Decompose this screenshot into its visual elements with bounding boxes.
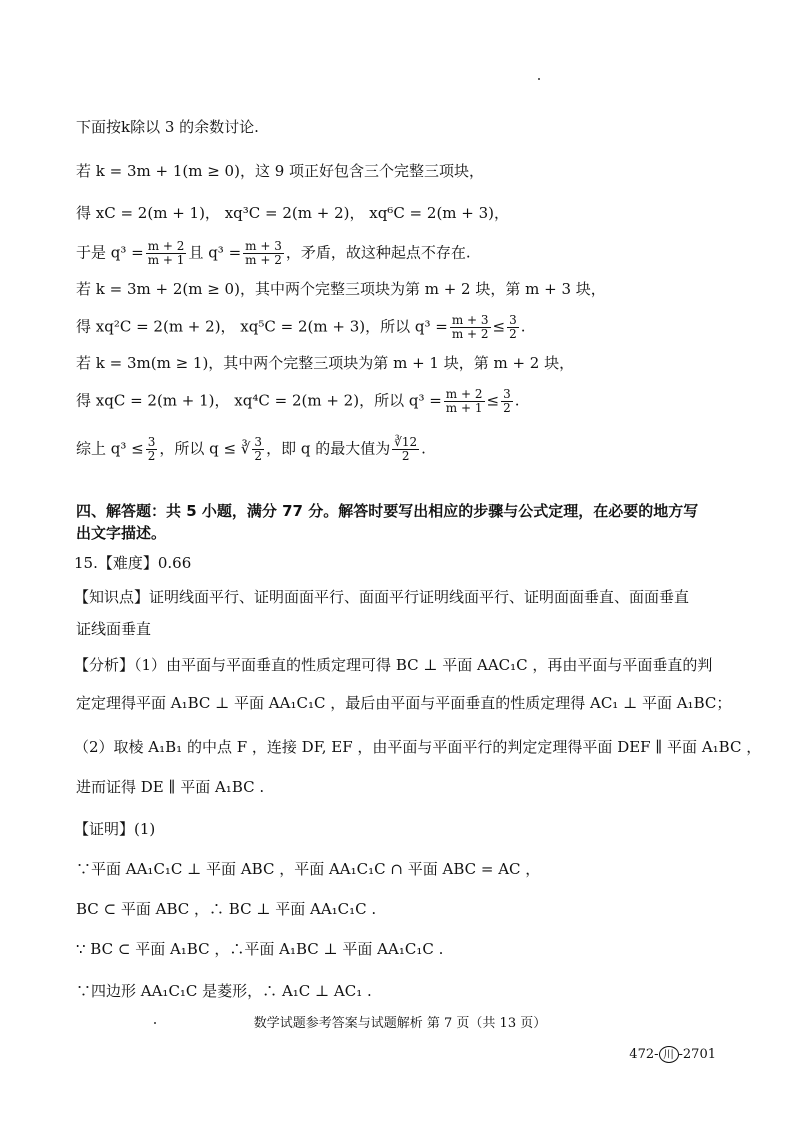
- text-line: 得 xC = 2(m + 1)， xq³C = 2(m + 2)， xq⁶C = 2(m + 3)，: [76, 204, 510, 222]
- text-segment: 得 xq²C = 2(m + 2)， xq⁵C = 2(m + 3)，所以 q³ =: [76, 317, 448, 336]
- fraction: [146, 240, 187, 267]
- text-line: 【证明】(1): [74, 820, 156, 838]
- page-footer: 数学试题参考答案与试题解析 第 7 页（共 13 页）: [253, 1016, 547, 1031]
- fraction: [450, 314, 491, 341]
- text-segment: ，即 q 的最大值为: [266, 439, 391, 458]
- text-segment: ，矛盾，故这种起点不存在.: [285, 243, 471, 262]
- text-line: 若 k = 3m(m ≥ 1)，其中两个完整三项块为第 m + 1 块，第 m + 2 块，: [76, 354, 575, 372]
- denominator: 2: [254, 449, 263, 463]
- text-segment: 且 q³ =: [188, 243, 242, 262]
- numerator: m + 2: [147, 239, 185, 253]
- text-line: 下面按k除以 3 的余数讨论.: [76, 118, 259, 136]
- text-line: [76, 388, 740, 415]
- fraction: [146, 436, 158, 463]
- code-ring: 川: [659, 1046, 679, 1063]
- fraction: [252, 436, 264, 463]
- text-line: [76, 314, 740, 341]
- text-line: ∵四边形 AA₁C₁C 是菱形，∴ A₁C ⊥ AC₁ .: [76, 982, 372, 1000]
- numerator: 3: [254, 435, 263, 449]
- denominator: m + 1: [147, 253, 185, 267]
- denominator: 2: [401, 449, 410, 463]
- section-heading: 出文字描述。: [76, 524, 167, 542]
- text-line: 【分析】（1）由平面与平面垂直的性质定理可得 BC ⊥ 平面 AAC₁C ，再由平面与平面垂直的判: [74, 656, 713, 674]
- text-segment: 综上 q³ ≤: [76, 439, 144, 458]
- text-line: 若 k = 3m + 1(m ≥ 0)，这 9 项正好包含三个完整三项块，: [76, 162, 485, 180]
- text-segment: 得 xqC = 2(m + 1)， xq⁴C = 2(m + 2)，所以 q³ =: [76, 391, 442, 410]
- denominator: 2: [503, 401, 511, 415]
- text-line: 定定理得平面 A₁BC ⊥ 平面 AA₁C₁C ，最后由平面与平面垂直的性质定理得 AC₁ ⊥ 平面 A₁BC；: [76, 694, 732, 712]
- numerator: 3: [503, 387, 511, 401]
- numerator: 3: [147, 435, 156, 449]
- numerator: m + 3: [451, 313, 489, 327]
- text-segment: ≤: [486, 391, 500, 410]
- denominator: 2: [509, 327, 517, 341]
- speck: [538, 78, 540, 80]
- text-line: 【知识点】证明线面平行、证明面面平行、面面平行证明线面平行、证明面面垂直、面面垂直: [74, 588, 690, 606]
- fraction: [501, 388, 513, 415]
- text-line: 进而证得 DE ∥ 平面 A₁BC .: [76, 778, 265, 796]
- text-segment: .: [514, 391, 520, 410]
- section-heading: 四、解答题：共 5 小题，满分 77 分。解答时要写出相应的步骤与公式定理，在必要的地方写: [76, 502, 699, 520]
- text-line: [76, 240, 740, 267]
- code-prefix: 472-: [629, 1047, 659, 1062]
- text-segment: ≤: [492, 317, 506, 336]
- question-number: 15.【难度】0.66: [74, 554, 192, 572]
- text-line: ∵ BC ⊂ 平面 A₁BC ，∴平面 A₁BC ⊥ 平面 AA₁C₁C .: [76, 940, 444, 958]
- numerator: ∛12: [394, 435, 418, 449]
- text-line: 证线面垂直: [76, 620, 152, 638]
- fraction: [243, 240, 284, 267]
- numerator: m + 3: [245, 239, 282, 253]
- text-line: 若 k = 3m + 2(m ≥ 0)，其中两个完整三项块为第 m + 2 块，第 m + 3 块，: [76, 280, 606, 298]
- denominator: 2: [147, 449, 156, 463]
- text-line: ∵平面 AA₁C₁C ⊥ 平面 ABC ，平面 AA₁C₁C ∩ 平面 ABC = AC ，: [76, 860, 541, 878]
- text-line: BC ⊂ 平面 ABC ，∴ BC ⊥ 平面 AA₁C₁C .: [76, 900, 377, 918]
- fraction: [444, 388, 485, 415]
- text-line: （2）取棱 A₁B₁ 的中点 F ，连接 DF, EF ，由平面与平面平行的判定定理得平面 DEF ∥ 平面 A₁BC ，: [74, 738, 762, 756]
- fraction: [507, 314, 519, 341]
- text-segment: 于是 q³ =: [76, 243, 144, 262]
- numerator: 3: [509, 313, 517, 327]
- fraction: [392, 436, 419, 463]
- text-segment: ，所以 q ≤ ∛: [159, 439, 251, 458]
- text-segment: .: [520, 317, 526, 336]
- text-line: [76, 436, 740, 463]
- denominator: m + 2: [451, 327, 489, 341]
- document-code: [629, 1046, 716, 1063]
- code-suffix: -2701: [678, 1047, 716, 1062]
- text-segment: .: [421, 439, 426, 458]
- denominator: m + 1: [445, 401, 483, 415]
- numerator: m + 2: [445, 387, 483, 401]
- denominator: m + 2: [245, 253, 282, 267]
